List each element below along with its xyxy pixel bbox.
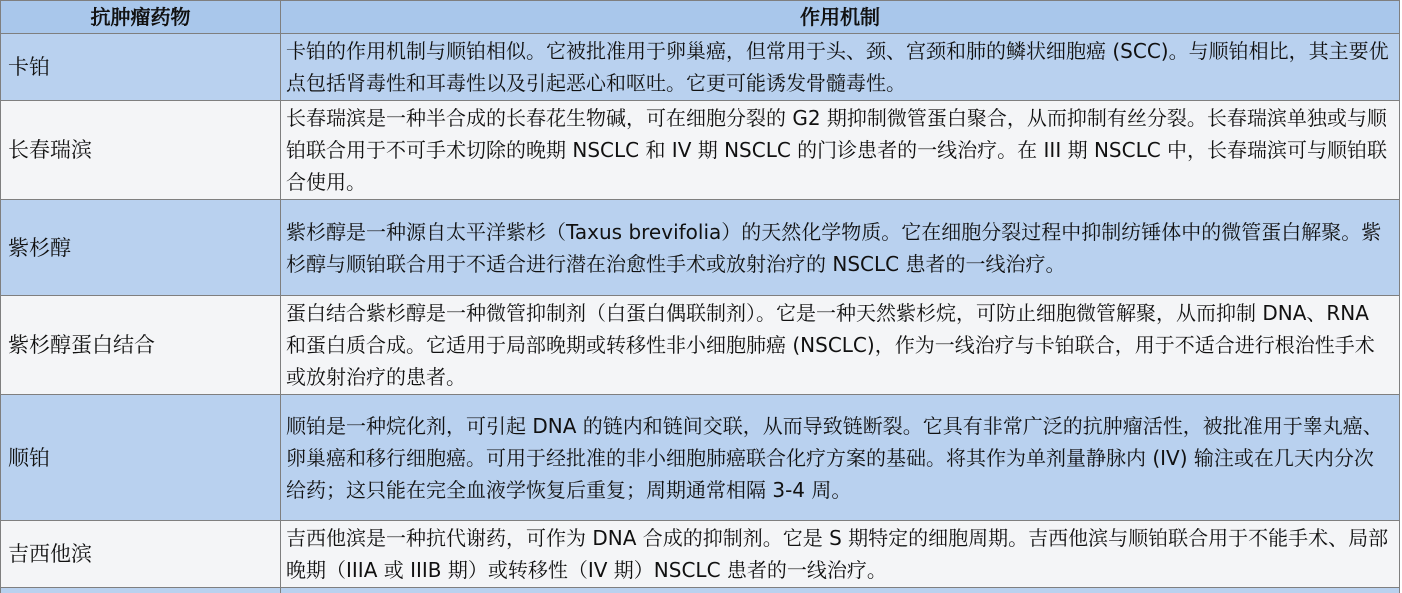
header-row <box>1 1 1400 34</box>
table-row <box>1 395 1400 521</box>
table-row <box>1 296 1400 395</box>
mechanism-cell[interactable]: 长春瑞滨是一种半合成的长春花生物碱，可在细胞分裂的 G2 期抑制微管蛋白聚合，从而抑制有丝分裂。长春瑞滨单独或与顺铂联合用于不可手术切除的晚期 NSCLC 和 IV 期 NSCLC 的门诊患者的一线治疗。在 III 期 NSCLC 中，长春瑞滨可与顺铂联合使用。 <box>281 101 1400 200</box>
table-row <box>1 34 1400 101</box>
drug-cell[interactable]: 顺铂 <box>1 395 281 521</box>
mechanism-cell[interactable]: 吉西他滨是一种抗代谢药，可作为 DNA 合成的抑制剂。它是 S 期特定的细胞周期。吉西他滨与顺铂联合用于不能手术、局部晚期（IIIA 或 IIIB 期）或转移性（IV 期）NSCLC 患者的一线治疗。 <box>281 521 1400 588</box>
header-mechanism[interactable]: 作用机制 <box>281 1 1400 34</box>
mechanism-cell-empty[interactable] <box>281 588 1400 593</box>
table-row-partial <box>1 588 1400 593</box>
table-row <box>1 101 1400 200</box>
drug-cell[interactable]: 吉西他滨 <box>1 521 281 588</box>
drug-cell[interactable]: 紫杉醇 <box>1 200 281 296</box>
drug-cell[interactable]: 长春瑞滨 <box>1 101 281 200</box>
header-drug[interactable]: 抗肿瘤药物 <box>1 1 281 34</box>
drug-cell-empty[interactable] <box>1 588 281 593</box>
mechanism-cell[interactable]: 紫杉醇是一种源自太平洋紫杉（Taxus brevifolia）的天然化学物质。它在细胞分裂过程中抑制纺锤体中的微管蛋白解聚。紫杉醇与顺铂联合用于不适合进行潜在治愈性手术或放射治疗的 NSCLC 患者的一线治疗。 <box>281 200 1400 296</box>
drug-cell[interactable]: 紫杉醇蛋白结合 <box>1 296 281 395</box>
mechanism-cell[interactable]: 顺铂是一种烷化剂，可引起 DNA 的链内和链间交联，从而导致链断裂。它具有非常广泛的抗肿瘤活性，被批准用于睾丸癌、卵巢癌和移行细胞癌。可用于经批准的非小细胞肺癌联合化疗方案的基础。将其作为单剂量静脉内 (IV) 输注或在几天内分次给药；这只能在完全血液学恢复后重复；周期通常相隔 3-4 周。 <box>281 395 1400 521</box>
drug-cell[interactable]: 卡铂 <box>1 34 281 101</box>
table-row <box>1 200 1400 296</box>
table-row <box>1 521 1400 588</box>
mechanism-cell[interactable]: 蛋白结合紫杉醇是一种微管抑制剂（白蛋白偶联制剂）。它是一种天然紫杉烷，可防止细胞微管解聚，从而抑制 DNA、RNA 和蛋白质合成。它适用于局部晚期或转移性非小细胞肺癌 (NSCLC)，作为一线治疗与卡铂联合，用于不适合进行根治性手术或放射治疗的患者。 <box>281 296 1400 395</box>
mechanism-cell[interactable]: 卡铂的作用机制与顺铂相似。它被批准用于卵巢癌，但常用于头、颈、宫颈和肺的鳞状细胞癌 (SCC)。与顺铂相比，其主要优点包括肾毒性和耳毒性以及引起恶心和呕吐。它更可能诱发骨髓毒性。 <box>281 34 1400 101</box>
